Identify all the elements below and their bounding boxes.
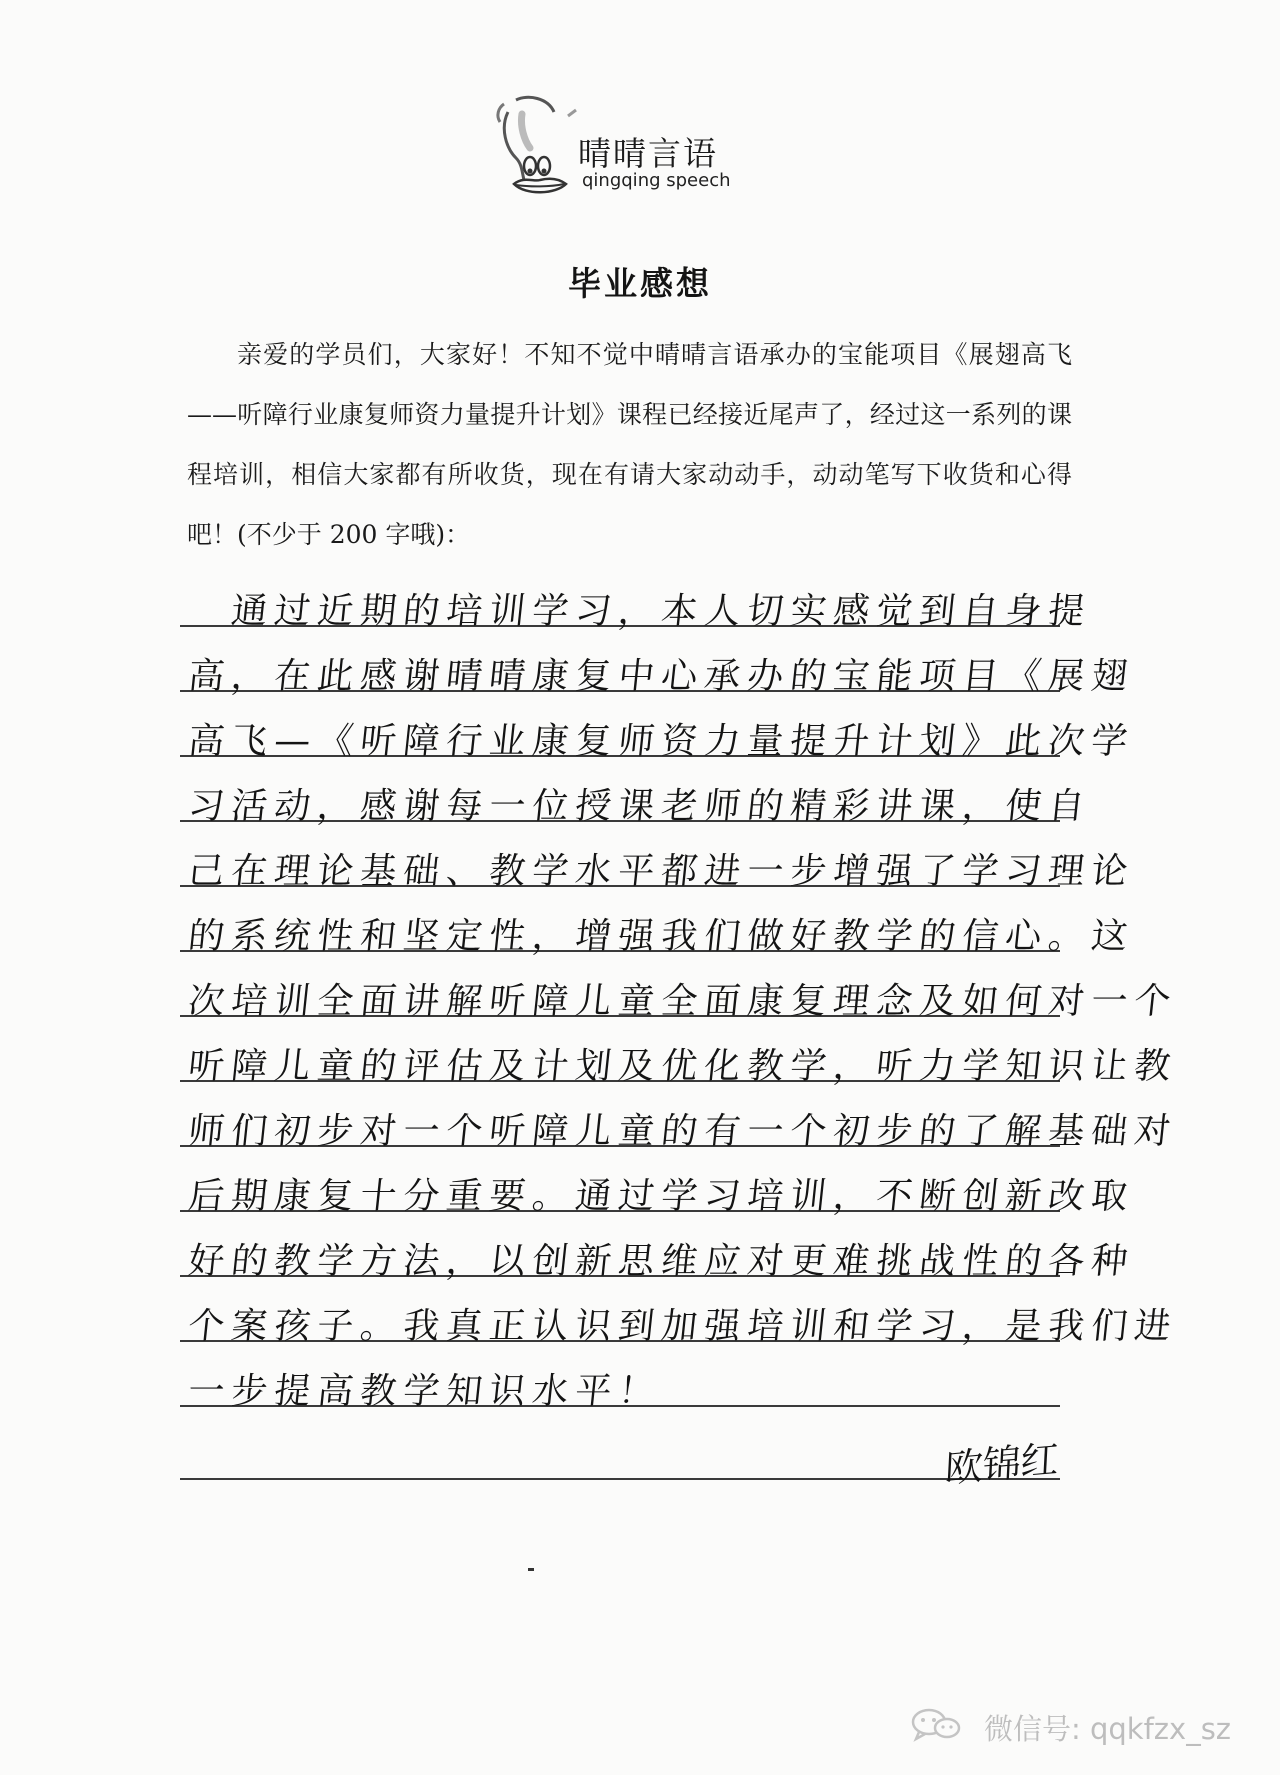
logo-text-chinese: 晴晴言语 — [578, 134, 718, 173]
handwritten-line: 次培训全面讲解听障儿童全面康复理念及如何对一个 — [186, 981, 1180, 1022]
handwritten-line: 通过近期的培训学习，本人切实感觉到自身提 — [186, 591, 1094, 632]
page-title: 毕业感想 — [568, 264, 712, 303]
handwritten-line: 一步提高教学知识水平！ — [186, 1371, 664, 1412]
handwritten-line: 高，在此感谢晴晴康复中心承办的宝能项目《展翅 — [186, 656, 1137, 697]
logo-text-english: qingqing speech — [582, 170, 731, 191]
handwritten-line: 习活动，感谢每一位授课老师的精彩讲课，使自 — [186, 786, 1094, 827]
handwritten-line: 个案孩子。我真正认识到加强培训和学习，是我们进 — [186, 1306, 1180, 1347]
wechat-icon — [910, 1707, 962, 1741]
handwritten-line: 己在理论基础、教学水平都进一步增强了学习理论 — [186, 851, 1137, 892]
ink-mark — [528, 1568, 534, 1571]
handwritten-line: 后期康复十分重要。通过学习培训，不断创新改取 — [186, 1176, 1137, 1217]
prompt-paragraph: 亲爱的学员们，大家好！不知不觉中晴晴言语承办的宝能项目《展翅高飞——听障行业康复师资力量提升计划》课程已经接近尾声了，经过这一系列的课程培训，相信大家都有所收货，现在有请大家动动手，动动笔写下收货和心得吧！(不少于 200 字哦)： — [187, 340, 1072, 549]
handwritten-signature: 欧锦红 — [943, 1436, 1060, 1492]
handwritten-line: 高飞—《听障行业康复师资力量提升计划》此次学 — [186, 721, 1137, 762]
watermark-text: 微信号: qqkfzx_sz — [984, 1712, 1232, 1746]
handwritten-line: 的系统性和坚定性，增强我们做好教学的信心。这 — [186, 916, 1137, 957]
handwritten-line: 好的教学方法，以创新思维应对更难挑战性的各种 — [186, 1241, 1137, 1282]
handwritten-line: 师们初步对一个听障儿童的有一个初步的了解基础对 — [186, 1111, 1180, 1152]
ruled-line — [180, 1478, 1060, 1480]
handwritten-line: 听障儿童的评估及计划及优化教学，听力学知识让教 — [186, 1046, 1180, 1087]
